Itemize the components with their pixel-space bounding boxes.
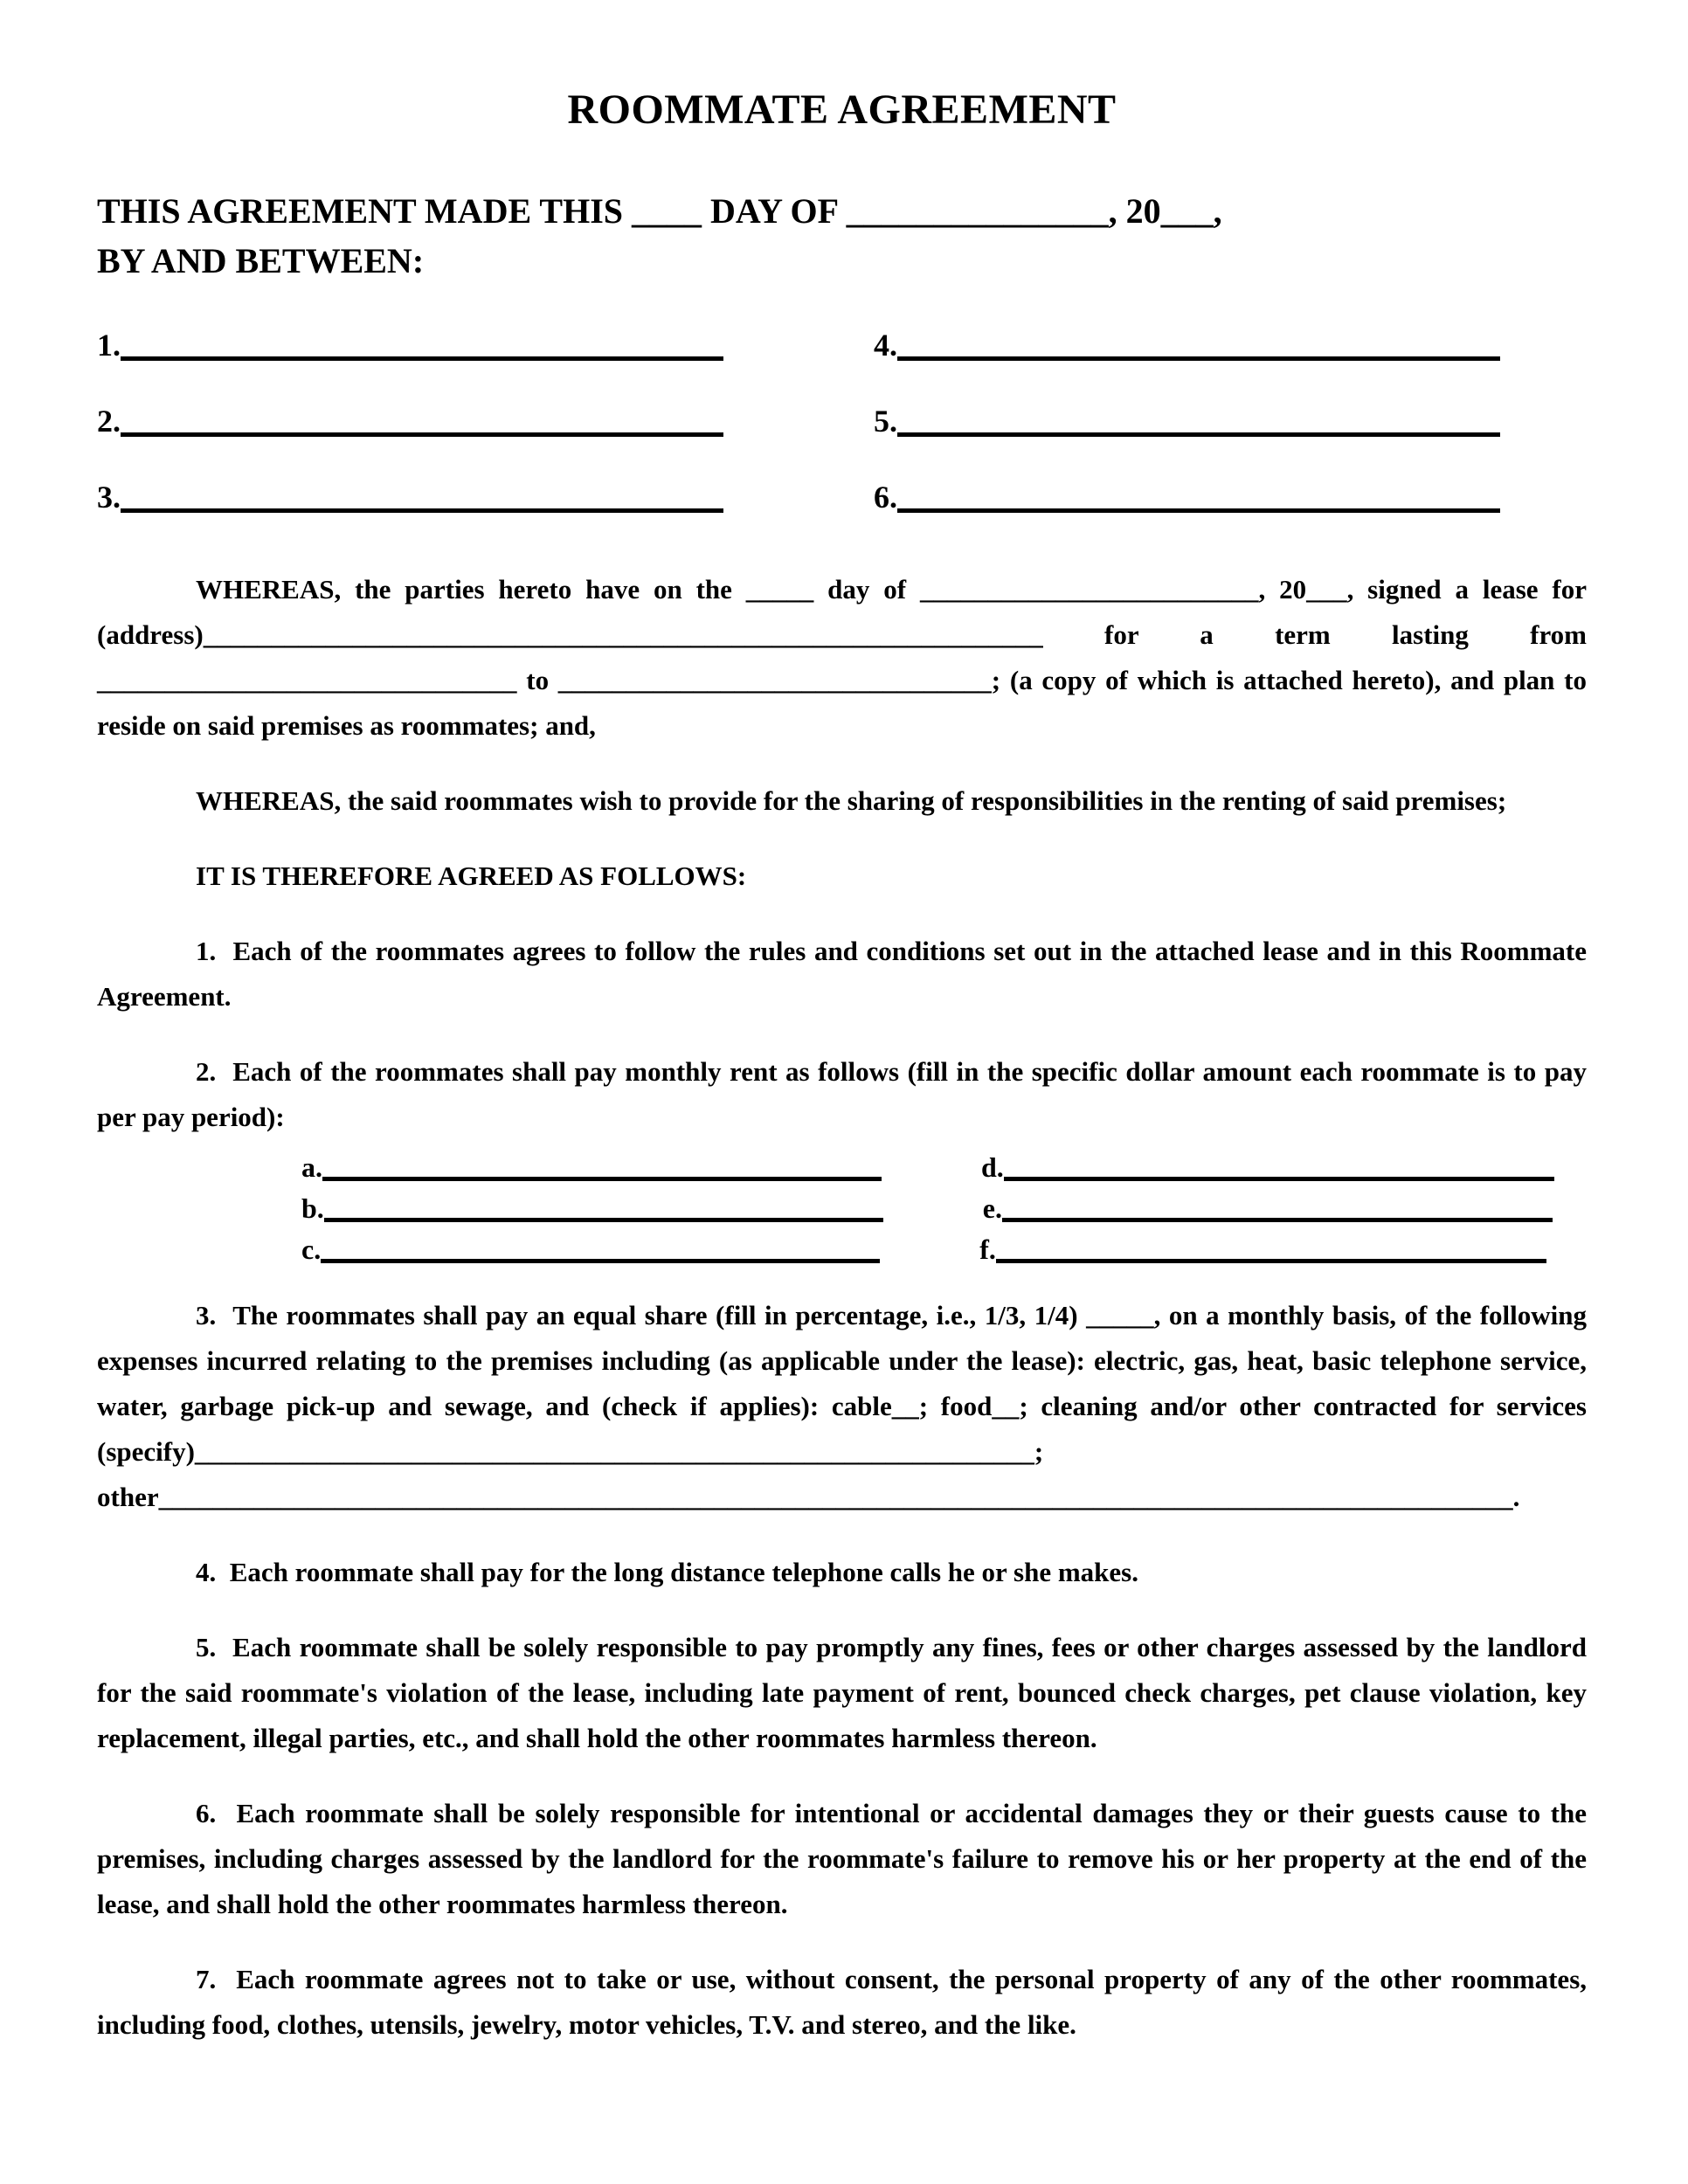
intro-heading [97, 186, 1587, 286]
rent-label-e: e. [982, 1192, 1002, 1225]
clause-text: Each roommate shall be solely responsible for intentional or accidental damages they or their guests cause to the premises, including charges assessed by the landlord for the roommate's failure to remove his or her property at the end of the lease, and shall hold the other roommates harmless thereon. [97, 1798, 1588, 1920]
party-row [97, 397, 1587, 437]
party-blank-line-3[interactable] [121, 476, 723, 513]
rent-row [301, 1140, 1587, 1184]
whereas-sharing-paragraph: WHEREAS, the said roommates wish to provide for the sharing of responsibilities in the renting of said premises; [196, 785, 1507, 817]
rent-label-f: f. [979, 1234, 996, 1266]
agreed-heading: IT IS THEREFORE AGREED AS FOLLOWS: [196, 860, 747, 892]
clause-number: 5. [196, 1632, 217, 1663]
rent-blank-line-f[interactable] [996, 1230, 1546, 1263]
party-row [97, 473, 1587, 513]
rent-label-c: c. [301, 1234, 322, 1266]
party-number-4: 4. [874, 328, 897, 363]
whereas-lease-paragraph: WHEREAS, the parties hereto have on the _____ day of _________________________, 20___, signed a lease for (address)______________________________________________________________ for a term lasting from _______________________________ to ________________________________; (a copy of which is attached hereto), and plan to reside on said premises as roommates; and, [97, 574, 1587, 742]
rent-blank-line-c[interactable] [321, 1230, 880, 1263]
rent-blank-line-b[interactable] [324, 1189, 883, 1222]
clause-number: 2. [196, 1056, 217, 1088]
clause-paragraph-1 [97, 929, 1587, 1019]
clause-text: Each of the roommates shall pay monthly rent as follows (fill in the specific dollar amount each roommate is to pay per pay period): [97, 1056, 1587, 1133]
clause-paragraph-6 [97, 1791, 1587, 1927]
rent-label-a: a. [301, 1151, 322, 1184]
clause-number: 3. [196, 1300, 217, 1331]
clause-paragraph-3 [97, 1293, 1587, 1520]
clause-number: 1. [196, 936, 217, 967]
party-number-2: 2. [97, 404, 121, 439]
party-blank-line-5[interactable] [897, 400, 1500, 437]
party-number-3: 3. [97, 480, 121, 515]
clause-text: Each roommate agrees not to take or use, without consent, the personal property of any of the other roommates, including food, clothes, utensils, jewelry, motor vehicles, T.V. and stereo, and the like. [97, 1964, 1588, 2041]
intro-line-date: THIS AGREEMENT MADE THIS ____ DAY OF _______________, 20___, [97, 191, 1222, 232]
clause-text: Each roommate shall pay for the long distance telephone calls he or she makes. [229, 1557, 1138, 1588]
clause-number: 4. [196, 1557, 217, 1588]
rent-blank-line-e[interactable] [1002, 1189, 1553, 1222]
party-number-5: 5. [874, 404, 897, 439]
clause-text: Each of the roommates agrees to follow the rules and conditions set out in the attached lease and in this Roommate Agreement. [97, 936, 1587, 1013]
rent-label-d: d. [981, 1151, 1004, 1184]
rent-label-b: b. [301, 1192, 324, 1225]
clause-number: 6. [196, 1798, 217, 1829]
party-blank-line-1[interactable] [121, 324, 723, 361]
party-number-6: 6. [874, 480, 897, 515]
party-blank-line-2[interactable] [121, 400, 723, 437]
rent-amount-list [301, 1140, 1587, 1266]
party-number-1: 1. [97, 328, 121, 363]
rent-blank-line-a[interactable] [322, 1148, 882, 1181]
clause-paragraph-7 [97, 1957, 1587, 2048]
rent-blank-line-d[interactable] [1004, 1148, 1554, 1181]
clause-paragraph-5 [97, 1625, 1587, 1761]
clause-text: The roommates shall pay an equal share (fill in percentage, i.e., 1/3, 1/4) _____, on a monthly basis, of the following expenses incurred relating to the premises including (as applicable under the lease): electric, gas, heat, basic telephone service, water, garbage pick-up and sewage, and (check if applies): cable__; food__; cleaning and/or other contracted for services (specify)______________________________________________________________; other____________________________________________________________________________________________________. [97, 1300, 1587, 1513]
party-blank-line-6[interactable] [897, 476, 1500, 513]
document-title: ROOMMATE AGREEMENT [567, 86, 1117, 133]
party-row [97, 321, 1587, 361]
party-blank-line-4[interactable] [897, 324, 1500, 361]
clause-paragraph-2 [97, 1049, 1587, 1140]
party-list [97, 321, 1587, 513]
clause-paragraph-4 [97, 1550, 1587, 1595]
rent-row [301, 1222, 1587, 1266]
clause-number: 7. [196, 1964, 217, 1995]
rent-row [301, 1181, 1587, 1225]
clause-text: Each roommate shall be solely responsible to pay promptly any fines, fees or other charges assessed by the landlord for the said roommate's violation of the lease, including late payment of rent, bounced check charges, pet clause violation, key replacement, illegal parties, etc., and shall hold the other roommates harmless thereon. [97, 1632, 1588, 1754]
intro-line-between: BY AND BETWEEN: [97, 241, 425, 281]
